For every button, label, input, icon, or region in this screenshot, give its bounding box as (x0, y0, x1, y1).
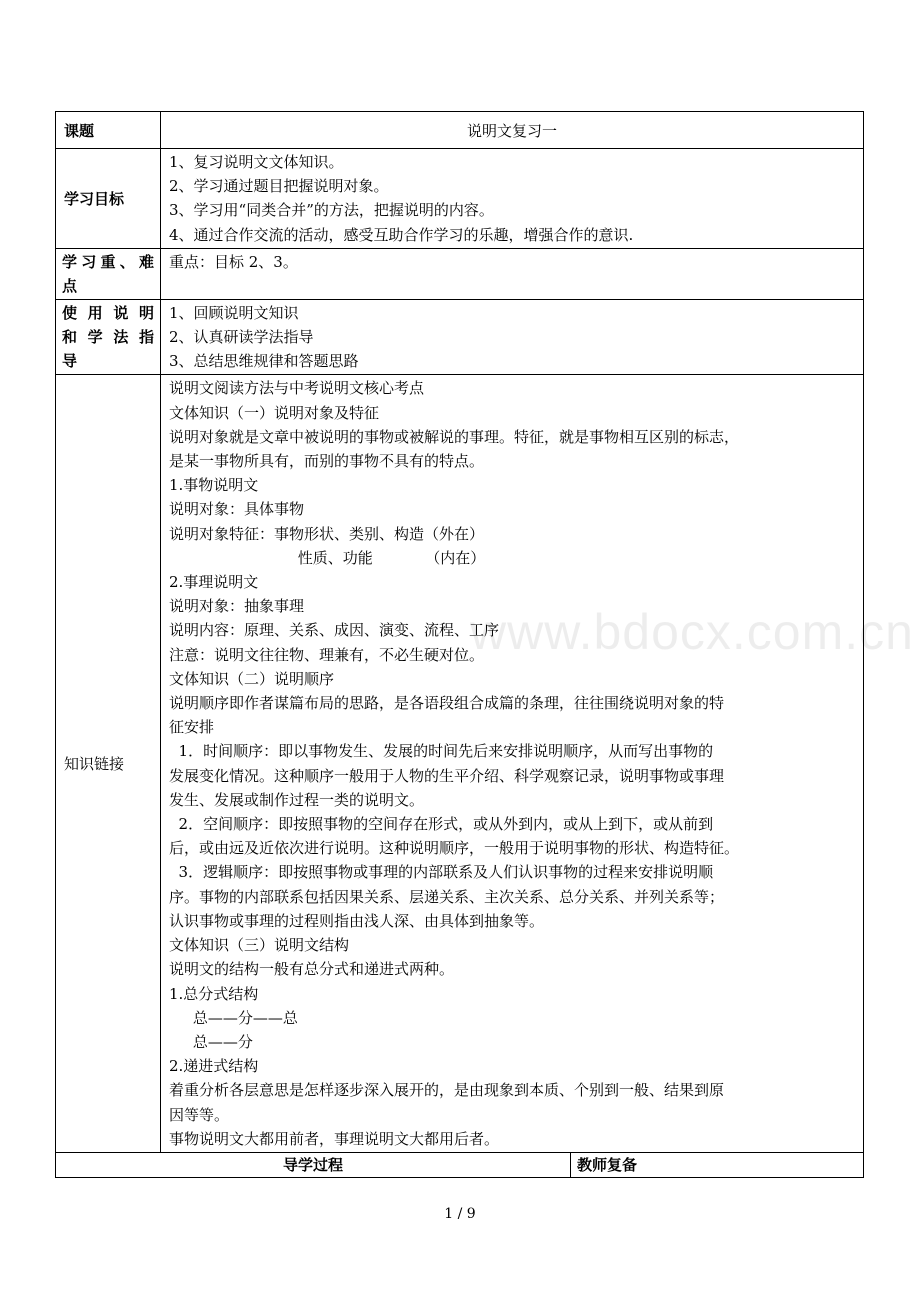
knowledge-line: 说明对象：具体事物 (169, 500, 305, 519)
knowledge-line: 总——分 (169, 1032, 253, 1051)
page-number: 1 / 9 (444, 1206, 476, 1222)
goal-item: 2、学习通过题目把握说明对象。 (169, 177, 389, 196)
goals-list (161, 149, 864, 249)
usage-label-line: 和学法指 (62, 328, 154, 347)
knowledge-line: 发生、发展或制作过程一类的说明文。 (169, 790, 425, 809)
knowledge-line: 文体知识（二）说明顺序 (169, 669, 335, 688)
topic-row (56, 112, 864, 149)
knowledge-line: 注意：说明文往往物、理兼有，不必生硬对位。 (169, 645, 485, 664)
knowledge-line: 1.事物说明文 (169, 476, 259, 495)
knowledge-line: 说明对象就是文章中被说明的事物或被解说的事理。特征，就是事物相互区别的标志， (169, 427, 740, 446)
knowledge-line: 着重分析各层意思是怎样逐步深入展开的，是由现象到本质、个别到一般、结果到原 (169, 1081, 725, 1100)
topic-label: 课题 (56, 112, 161, 149)
knowledge-line: 性质、功能 （内在） (169, 548, 486, 567)
knowledge-line: 说明对象：抽象事理 (169, 597, 305, 616)
knowledge-line: 说明文阅读方法与中考说明文核心考点 (169, 379, 425, 398)
knowledge-line: 1.总分式结构 (169, 984, 259, 1003)
goals-row (56, 149, 864, 249)
knowledge-line: 2.事理说明文 (169, 573, 259, 592)
knowledge-row (56, 375, 864, 1153)
usage-item: 1、回顾说明文知识 (169, 303, 299, 322)
knowledge-body (161, 375, 864, 1153)
teacher-prep-header: 教师复备 (571, 1152, 864, 1177)
keypoints-text (161, 248, 864, 299)
knowledge-line: 征安排 (169, 718, 215, 737)
guided-process-header: 导学过程 (56, 1152, 571, 1177)
goals-label: 学习目标 (56, 149, 161, 249)
keypoints-value: 重点：目标 2、3。 (169, 252, 298, 271)
usage-label-line: 导 (62, 352, 78, 371)
knowledge-line: 说明内容：原理、关系、成因、演变、流程、工序 (169, 621, 500, 640)
usage-item: 2、认真研读学法指导 (169, 328, 314, 347)
knowledge-line: 2．空间顺序：即按照事物的空间存在形式，或从外到内，或从上到下，或从前到 (169, 815, 714, 834)
knowledge-line: 说明顺序即作者谋篇布局的思路，是各语段组合成篇的条理，往往围绕说明对象的特 (169, 694, 725, 713)
knowledge-line: 3．逻辑顺序：即按照事物或事理的内部联系及人们认识事物的过程来安排说明顺 (169, 863, 714, 882)
knowledge-line: 认识事物或事理的过程则指由浅人深、由具体到抽象等。 (169, 911, 545, 930)
goal-item: 4、通过合作交流的活动，感受互助合作学习的乐趣，增强合作的意识. (169, 225, 634, 244)
usage-item: 3、总结思维规律和答题思路 (169, 352, 359, 371)
watermark-text: www.bdocx.com.cn (470, 604, 914, 660)
knowledge-line: 文体知识（一）说明对象及特征 (169, 403, 380, 422)
knowledge-line: 因等等。 (169, 1105, 230, 1124)
knowledge-line: 后，或由远及近依次进行说明。这种说明顺序，一般用于说明事物的形状、构造特征。 (169, 839, 740, 858)
knowledge-line: 1．时间顺序：即以事物发生、发展的时间先后来安排说明顺序，从而写出事物的 (169, 742, 714, 761)
footer-row (56, 1152, 864, 1177)
knowledge-label: 知识链接 (56, 375, 161, 1153)
usage-label (56, 299, 161, 375)
knowledge-line: 事物说明文大都用前者，事理说明文大都用后者。 (169, 1129, 500, 1148)
knowledge-line: 发展变化情况。这种顺序一般用于人物的生平介绍、科学观察记录，说明事物或事理 (169, 766, 725, 785)
goal-item: 1、复习说明文文体知识。 (169, 153, 344, 171)
knowledge-line: 文体知识（三）说明文结构 (169, 936, 350, 955)
keypoints-label-line: 学习重、难 (62, 252, 154, 271)
usage-list (161, 299, 864, 375)
knowledge-line: 说明文的结构一般有总分式和递进式两种。 (169, 960, 455, 979)
usage-row (56, 299, 864, 375)
knowledge-line: 2.递进式结构 (169, 1057, 259, 1076)
knowledge-line: 总——分——总 (169, 1008, 298, 1027)
usage-label-line: 使用说明 (62, 304, 154, 323)
keypoints-row (56, 248, 864, 299)
knowledge-line: 序。事物的内部联系包括因果关系、层递关系、主次关系、总分关系、并列关系等； (169, 887, 725, 906)
knowledge-line: 说明对象特征：事物形状、类别、构造（外在） (169, 524, 485, 543)
lesson-title: 说明文复习一 (161, 112, 864, 149)
knowledge-line: 是某一事物所具有，而别的事物不具有的特点。 (169, 452, 485, 471)
keypoints-label (56, 248, 161, 299)
goal-item: 3、学习用“同类合并”的方法，把握说明的内容。 (169, 201, 494, 220)
keypoints-label-line: 点 (62, 276, 78, 295)
